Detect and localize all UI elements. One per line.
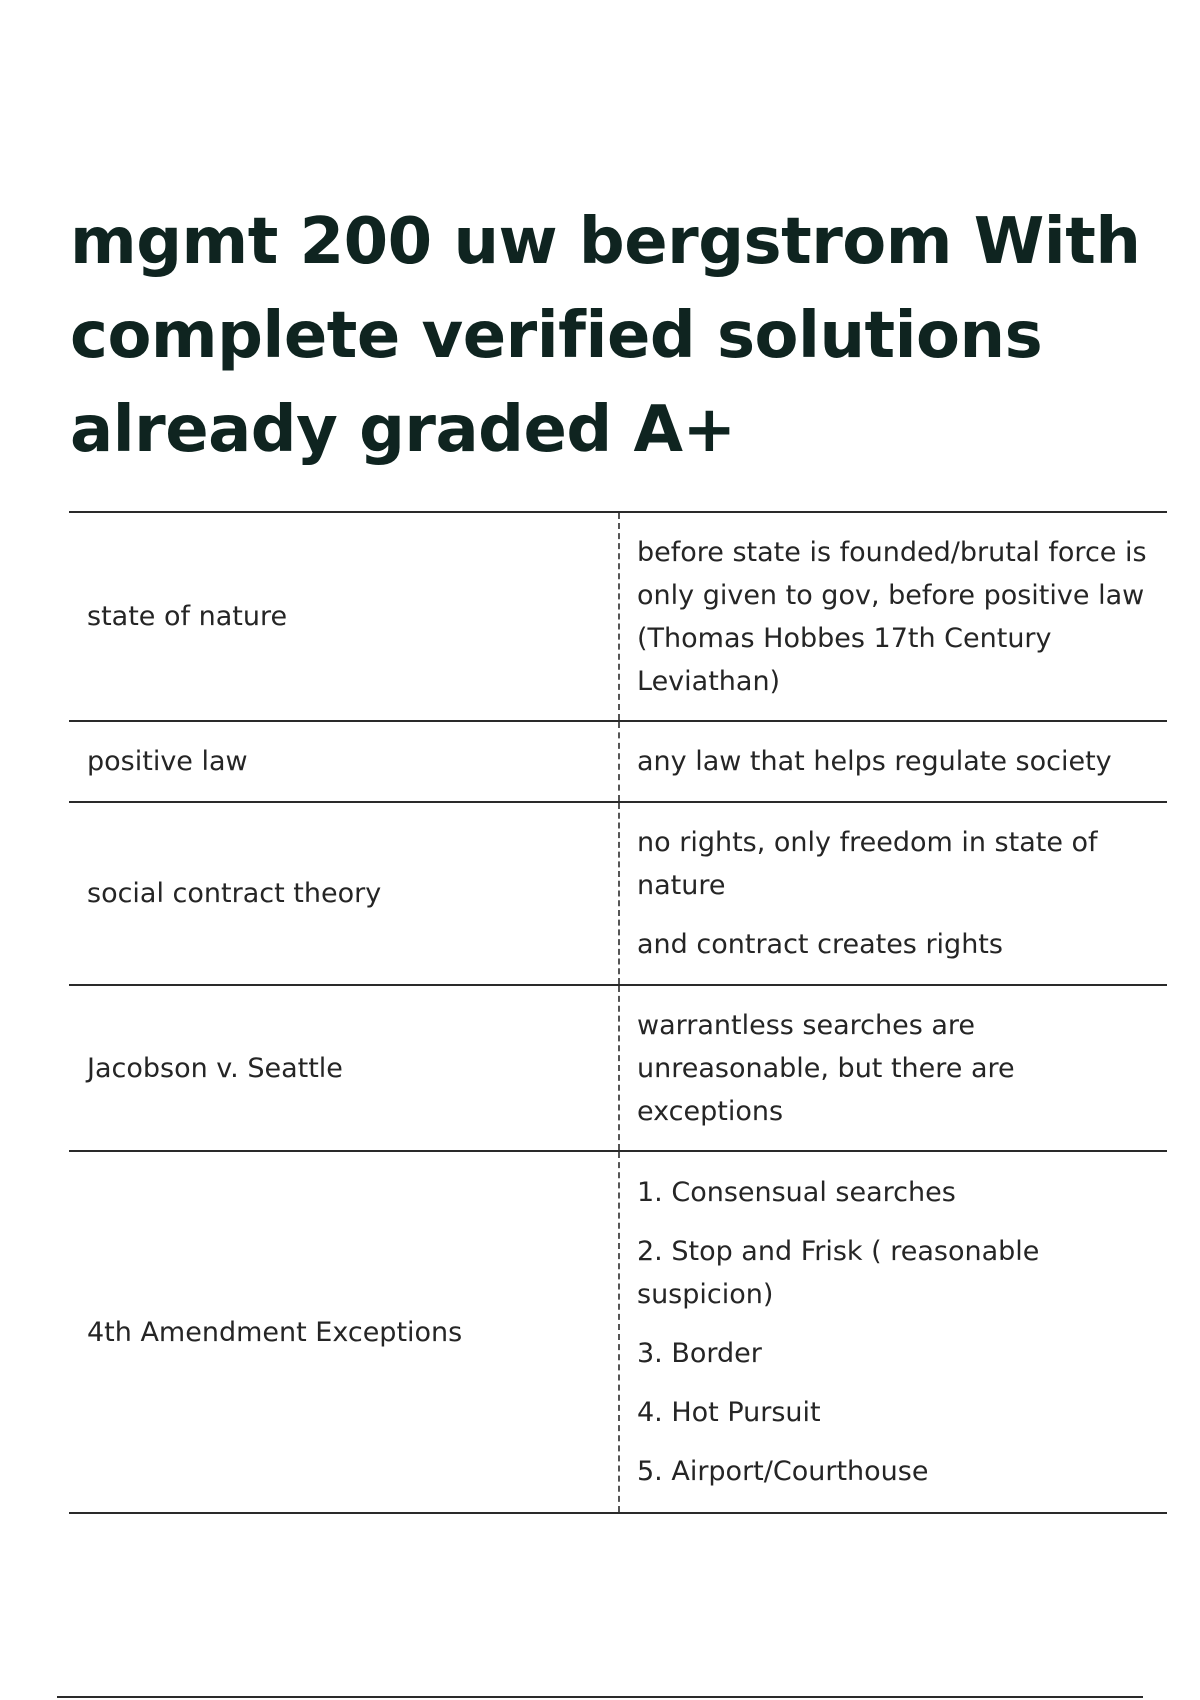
term-cell: Jacobson v. Seattle [69,985,619,1151]
term-cell: positive law [69,721,619,802]
definition-cell [619,512,1167,721]
definition-text: any law that helps regulate society [637,746,1112,777]
table-row [69,802,1167,985]
table-row [69,512,1167,721]
definition-text: warrantless searches are unreasonable, but there are exceptions [637,1009,1015,1127]
definition-text: and contract creates rights [637,929,1003,960]
flashcard-table [69,511,1167,1514]
exception-item: 1. Consensual searches [637,1177,956,1208]
definition-text: no rights, only freedom in state of nature [637,827,1098,901]
definition-cell [619,1151,1167,1513]
table-row [69,1151,1167,1513]
exception-item: 5. Airport/Courthouse [637,1456,929,1487]
footer-divider [57,1696,1143,1698]
definition-cell [619,802,1167,985]
term-cell: social contract theory [69,802,619,985]
term-cell: 4th Amendment Exceptions [69,1151,619,1513]
definition-cell [619,721,1167,802]
definition-cell [619,985,1167,1151]
document-title: mgmt 200 uw bergstrom With complete verified solutions already graded A+ [70,205,1141,467]
exception-item: 4. Hot Pursuit [637,1397,821,1428]
exception-item: 2. Stop and Frisk ( reasonable suspicion) [637,1236,1040,1310]
table-row [69,985,1167,1151]
term-cell: state of nature [69,512,619,721]
definition-text: before state is founded/brutal force is only given to gov, before positive law (Thomas Hobbes 17th Century Leviathan) [637,536,1147,697]
table-row [69,721,1167,802]
exception-item: 3. Border [637,1338,762,1369]
